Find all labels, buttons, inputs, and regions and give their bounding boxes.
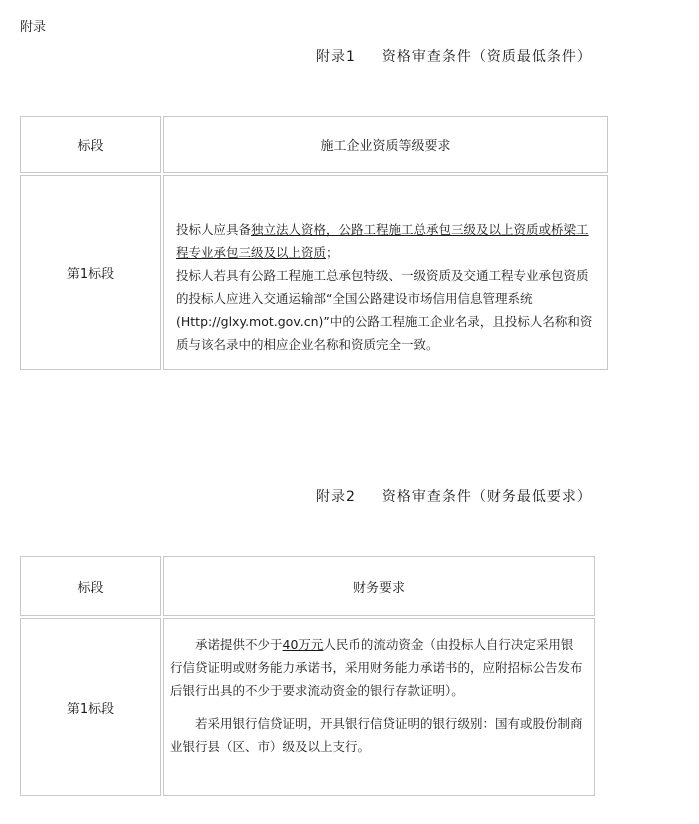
- appendix1-number: 附录1: [316, 49, 356, 65]
- appendix1-title: [316, 46, 592, 66]
- table1-header-col1-text: 标段: [77, 139, 104, 154]
- table1-para2: 投标人若具有公路工程施工总承包特级、一级资质及交通工程专业承包资质的投标人应进入交通运输部“全国公路建设市场信用信息管理系统(Http://glxy.mot.gov.cn)”中的公路工程施工企业名录，且投标人名称和资质与该名录中的相应企业名称和资质完全一致。: [176, 268, 593, 352]
- table2-header-col2: [163, 556, 595, 616]
- table2-requirements-text: [170, 633, 585, 758]
- table1-header-col2: [163, 116, 608, 173]
- table2-para1: 承诺提供不少于40万元人民币的流动资金（由投标人自行决定采用银行信贷证明或财务能力承诺书，采用财务能力承诺书的，应附招标公告发布后银行出具的不少于要求流动资金的银行存款证明）。: [170, 637, 583, 698]
- table2-para2: 若采用银行信贷证明，开具银行信贷证明的银行级别：国有或股份制商业银行县（区、市）级及以上支行。: [170, 716, 583, 754]
- table2-row-label: [20, 618, 161, 796]
- table2-header-col1: [20, 556, 161, 616]
- table1-header-col1: [20, 116, 161, 173]
- appendix2-title-text: 资格审查条件（财务最低要求）: [381, 489, 592, 505]
- table1-header-col2-text: 施工企业资质等级要求: [320, 139, 451, 154]
- table2-header-col2-text: 财务要求: [352, 580, 405, 596]
- table2-header-col1-text: 标段: [77, 580, 104, 596]
- table2-row-label-text: 第1标段: [66, 701, 115, 717]
- appendix1-title-text: 资格审查条件（资质最低条件）: [381, 49, 592, 65]
- qualification-underlined: 独立法人资格，公路工程施工总承包三级及以上资质或桥梁工程专业承包三级及以上资质: [176, 222, 589, 260]
- page-label: 附录: [20, 20, 47, 35]
- table1-row-label-text: 第1标段: [66, 267, 115, 282]
- appendix2-title: [316, 486, 592, 506]
- capital-amount-underlined: 40万元: [282, 637, 324, 652]
- appendix2-number: 附录2: [316, 489, 356, 505]
- table1-requirements-text: [176, 218, 600, 356]
- table1-para1: 投标人应具备独立法人资格，公路工程施工总承包三级及以上资质或桥梁工程专业承包三级及以上资质；: [176, 222, 589, 260]
- table1-row-label: [20, 175, 161, 370]
